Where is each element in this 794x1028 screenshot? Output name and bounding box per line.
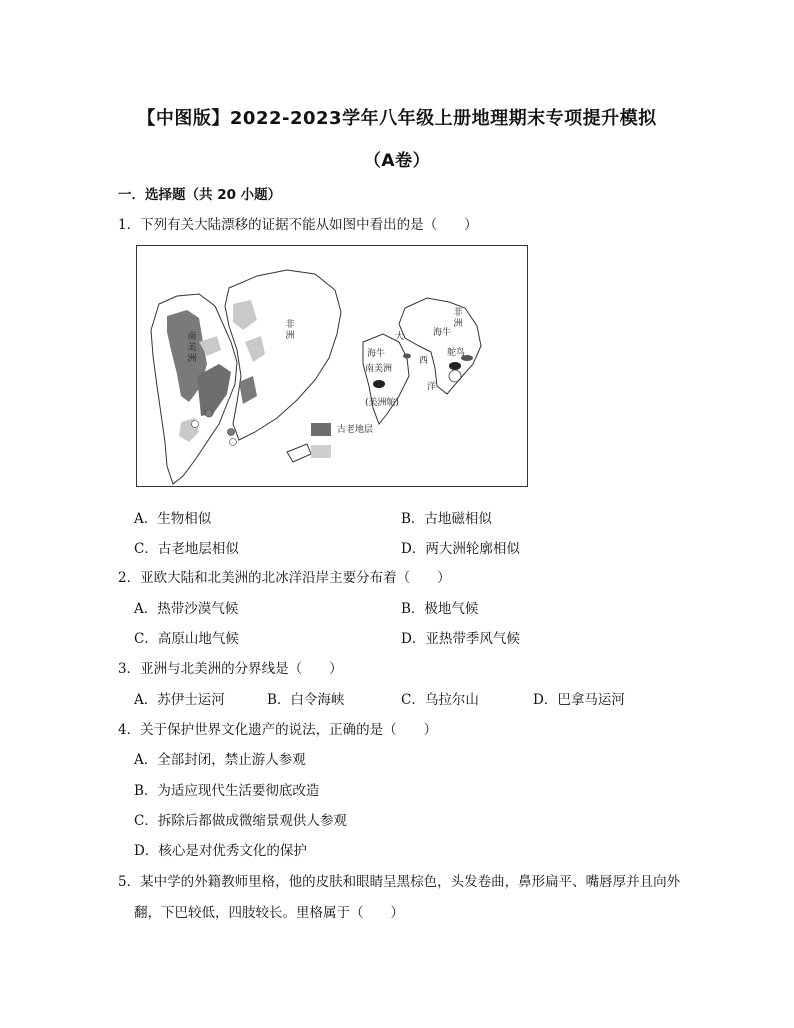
q1-option-b: B．古地磁相似 [401,511,492,527]
document-subtitle: （A卷） [363,151,431,171]
inset-manatee-left-label: 海牛 [367,349,386,359]
legend-old-strata-label: 古老地层 [337,425,374,435]
question-1-text: 1．下列有关大陆漂移的证据不能从如图中看出的是（ ） [118,217,478,233]
q3-option-d: D．巴拿马运河 [533,692,625,708]
inset-africa-label: 非洲 [453,308,463,329]
inset-south-america-shape [363,334,409,424]
inset-ocean-label-1: 大 [395,332,405,342]
map-drawing [137,246,528,487]
inset-rhea-label: (美洲鸵) [365,398,400,408]
inset-south-america-label: 南美洲 [365,364,393,374]
section-heading: 一．选择题（共 20 小题） [118,187,282,203]
q1-option-a: A．生物相似 [134,511,212,527]
q1-option-c: C．古老地层相似 [134,541,239,557]
q3-option-a: A．苏伊士运河 [134,692,225,708]
question-5-line-2: 翻，下巴较低，四肢较长。里格属于（ ） [134,905,404,921]
question-5-line-1: 5．某中学的外籍教师里格，他的皮肤和眼睛呈黑棕色，头发卷曲，鼻形扁平、嘴唇厚并且向外 [118,874,681,890]
q2-option-c: C．高原山地气候 [134,631,239,647]
q2-option-a: A．热带沙漠气候 [134,601,239,617]
africa-shape [225,270,341,440]
inset-ostrich-label: 鸵鸟 [447,348,466,358]
question-4-text: 4．关于保护世界文化遗产的说法，正确的是（ ） [118,722,438,738]
q2-option-d: D．亚热带季风气候 [401,631,520,647]
inset-manatee-right-label: 海牛 [433,328,452,338]
africa-label: 非洲 [285,320,295,341]
q2-option-b: B．极地气候 [401,601,479,617]
inset-ocean-label-3: 洋 [427,382,437,392]
inset-ocean-label-2: 西 [419,356,429,366]
q4-option-a: A．全部封闭，禁止游人参观 [134,752,306,768]
inset-africa-shape [399,298,481,394]
q1-option-d: D．两大洲轮廓相似 [401,541,520,557]
q3-option-b: B．白令海峡 [267,692,345,708]
q4-option-d: D．核心是对优秀文化的保护 [134,843,307,859]
continental-drift-map [136,245,528,487]
south-america-label: 南美洲 [187,332,197,364]
document-title: 【中图版】2022-2023学年八年级上册地理期末专项提升模拟 [137,108,657,129]
q3-option-c: C．乌拉尔山 [401,692,479,708]
question-2-text: 2．亚欧大陆和北美洲的北冰洋沿岸主要分布着（ ） [118,570,451,586]
q4-option-b: B．为适应现代生活要彻底改造 [134,783,320,799]
question-3-text: 3．亚洲与北美洲的分界线是（ ） [118,661,343,677]
q4-option-c: C．拆除后都做成微缩景观供人参观 [134,813,347,829]
